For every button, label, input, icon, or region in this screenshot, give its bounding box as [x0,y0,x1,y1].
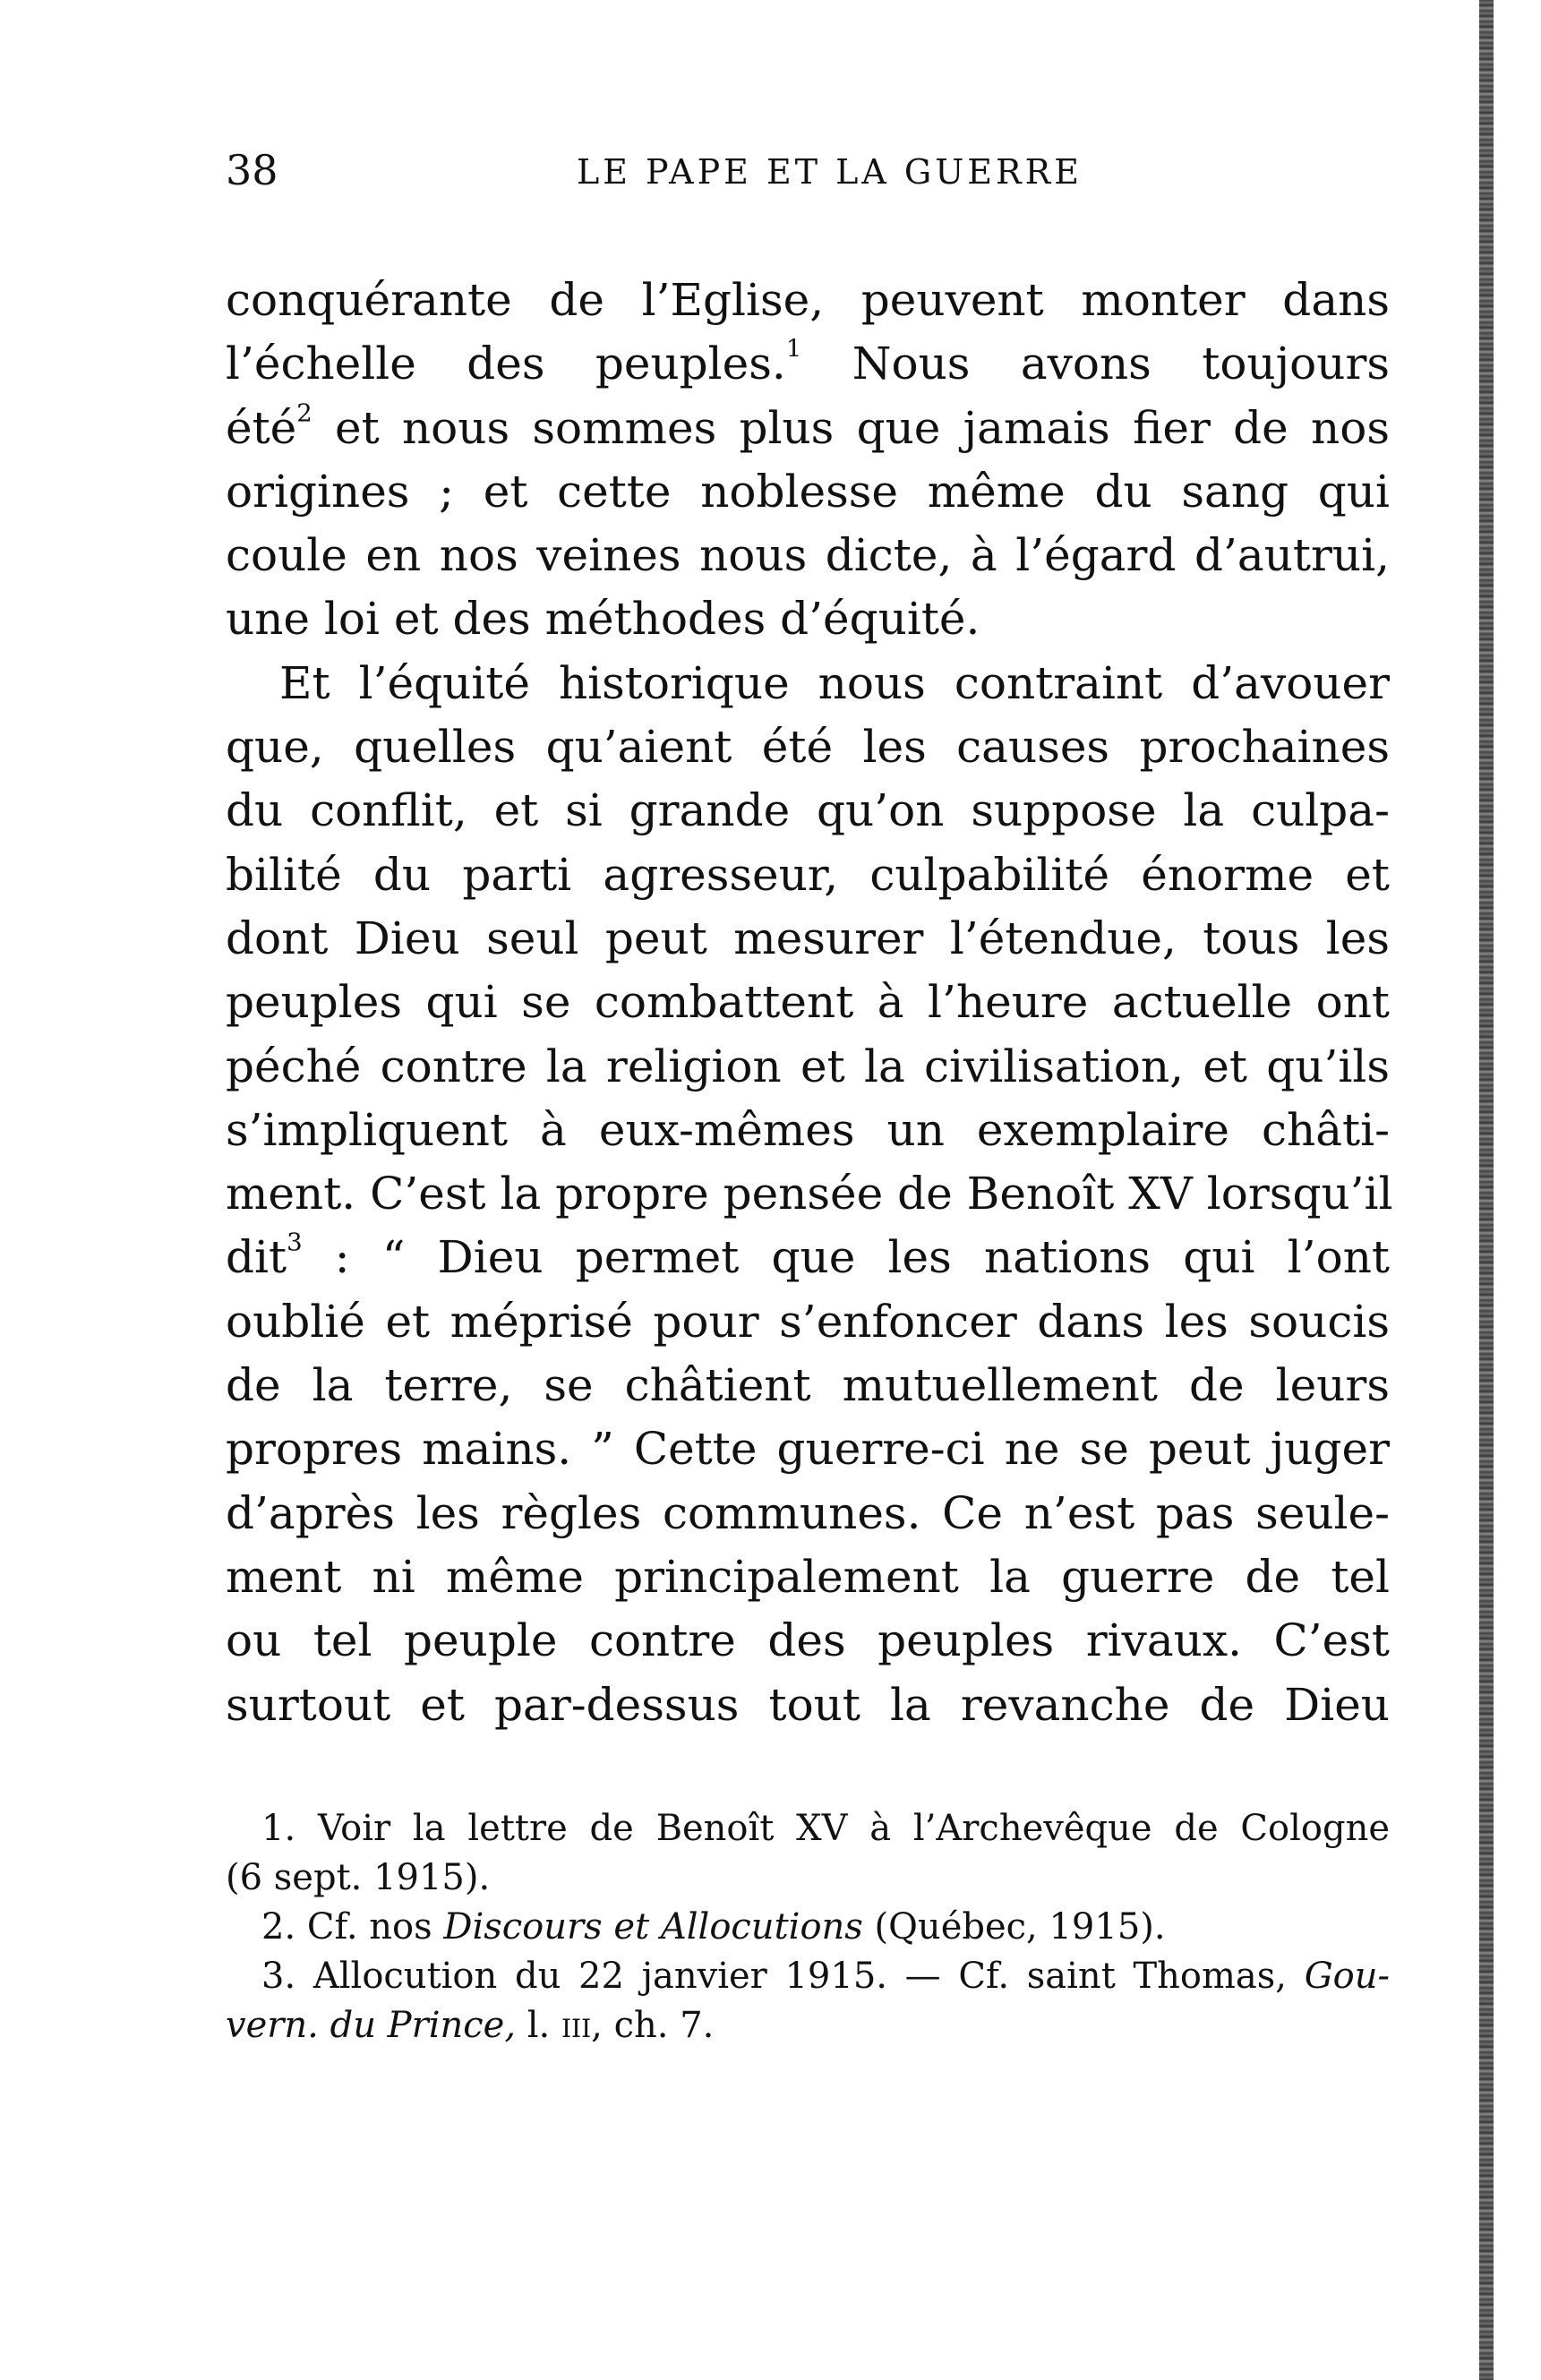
book-edge-strip [1479,0,1494,2380]
text-line: surtout et par-dessus tout la revanche de Dieu [226,1678,1390,1731]
text-line: une loi et des méthodes d’équité. [226,593,980,646]
text-segment: et nous sommes plus que jamais fier de nos [312,401,1390,454]
text-line [226,332,1390,396]
text-line: peuples qui se combattent à l’heure actuelle ont [226,976,1390,1029]
text-line [226,1226,1390,1289]
text-line: ou tel peuple contre des peuples rivaux. C’est [226,1614,1390,1667]
text-segment: , ch. 7. [591,2005,715,2046]
italic-title: vern. du Prince, [226,2005,517,2046]
footnote-1-cont: (6 sept. 1915). [226,1857,491,1898]
text-line: du conflit, et si grande qu’on suppose la culpa- [226,784,1390,837]
main-text [226,269,1393,1737]
footnote-3-cont [226,2001,1390,2050]
text-segment: l. [516,2005,561,2046]
text-line: coule en nos veines nous dicte, à l’égard d’autrui, [226,529,1390,582]
footnotes [226,1804,1390,2050]
text-line: ment. C’est la propre pensée de Benoît XV lorsqu’il [226,1168,1393,1220]
text-line [226,397,1390,460]
running-title: LE PAPE ET LA GUERRE [577,152,1083,192]
text-segment: dit [226,1231,287,1284]
text-segment: Nous avons toujours [801,338,1390,390]
footnote-3 [226,1952,1390,2001]
text-line: de la terre, se châtient mutuellement de leurs [226,1359,1390,1412]
footnote-ref-1: 1 [785,334,802,364]
text-segment: (Québec, 1915). [862,1906,1166,1948]
text-line: que, quelles qu’aient été les causes prochaines [226,721,1390,774]
page-header [226,143,1390,197]
text-line: conquérante de l’Eglise, peuvent monter dans [226,274,1390,326]
footnote-ref-2: 2 [296,398,312,427]
text-line: ment ni même principalement la guerre de tel [226,1550,1390,1603]
text-line: s’impliquent à eux-mêmes un exemplaire châti- [226,1103,1390,1156]
text-line: oublié et méprisé pour s’enfoncer dans les soucis [226,1295,1390,1348]
text-segment: : “ Dieu permet que les nations qui l’ont [302,1231,1390,1284]
text-line: origines ; et cette noblesse même du sang qui [226,465,1390,518]
paragraph-start: Et l’équité historique nous contraint d’avouer [279,656,1390,709]
text-line: propres mains. ” Cette guerre-ci ne se peut juger [226,1423,1390,1476]
text-segment: l’échelle des peuples. [226,338,786,390]
roman-numeral: iii [561,2005,592,2046]
footnote-ref-3: 3 [287,1228,303,1257]
footnote-1: 1. Voir la lettre de Benoît XV à l’Archevêque de Cologne [261,1808,1390,1849]
text-segment: été [226,401,297,454]
text-line: péché contre la religion et la civilisation, et qu’ils [226,1040,1390,1092]
text-segment: 2. Cf. nos [261,1906,444,1948]
text-line: dont Dieu seul peut mesurer l’étendue, tous les [226,912,1390,964]
text-segment: 3. Allocution du 22 janvier 1915. — Cf. saint Thomas, [261,1956,1305,1997]
page-number: 38 [226,146,278,194]
italic-title: Gou- [1304,1956,1390,1997]
text-line: bilité du parti agresseur, culpabilité énorme et [226,848,1390,901]
italic-title: Discours et Allocutions [443,1906,863,1948]
footnote-2 [226,1903,1390,1952]
text-line: d’après les règles communes. Ce n’est pas seule- [226,1486,1390,1539]
